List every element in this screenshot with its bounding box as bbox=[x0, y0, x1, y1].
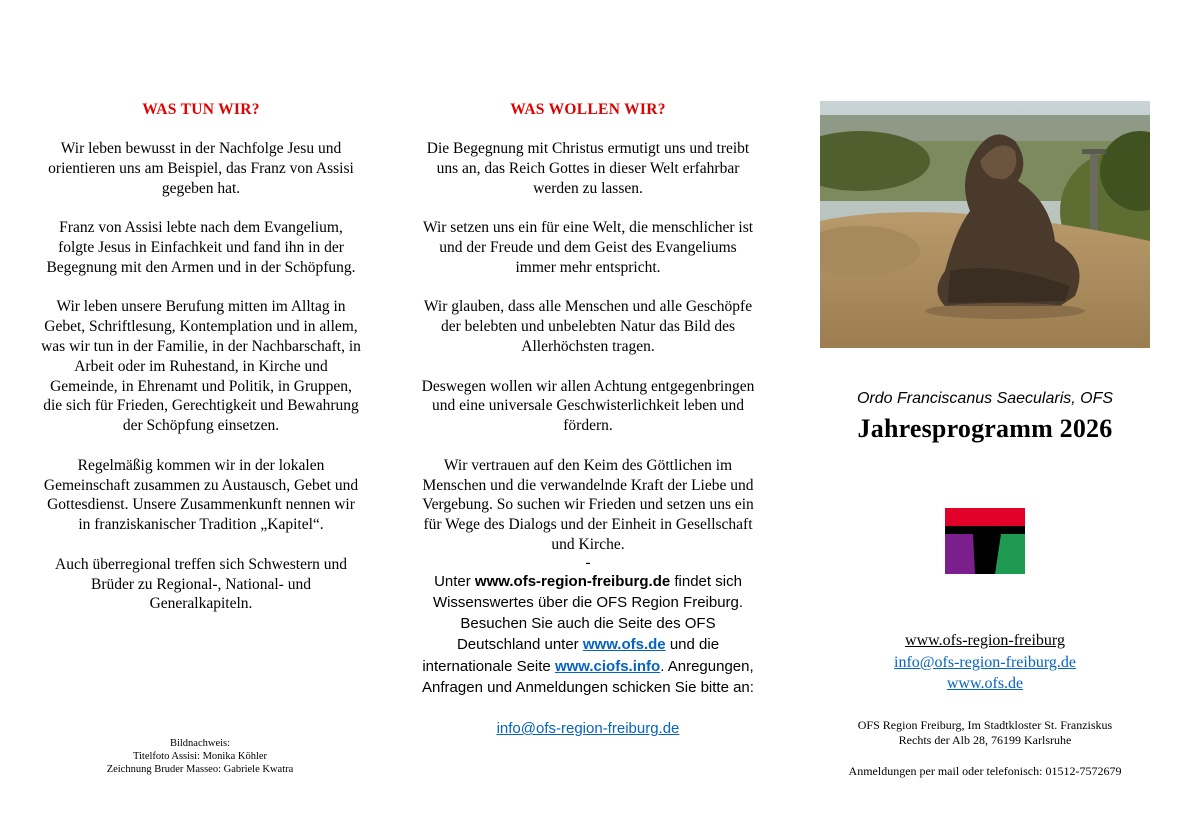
contact-links bbox=[820, 630, 1150, 695]
paragraph: Wir glauben, dass alle Menschen und alle Geschöpfe der belebten und unbelebten Natur das Bild des Allerhöchsten tragen. bbox=[423, 298, 753, 355]
credits-title: Bildnachweis: bbox=[169, 738, 231, 749]
phone-registration: Anmeldungen per mail oder telefonisch: 01512-7572679 bbox=[848, 763, 1122, 778]
address-line: Rechts der Alb 28, 76199 Karlsruhe bbox=[898, 732, 1072, 747]
info-text-part: Unter bbox=[434, 572, 475, 590]
info-text-part: und die internationale Seite bbox=[422, 636, 720, 675]
column-was-wollen-wir bbox=[418, 101, 758, 739]
column-was-tun-wir bbox=[40, 101, 362, 634]
credits-line: Titelfoto Assisi: Monika Köhler bbox=[132, 751, 268, 762]
ofs-logo-icon bbox=[945, 508, 1025, 574]
heading-was-tun-wir: WAS TUN WIR? bbox=[142, 101, 260, 118]
paragraph: Deswegen wollen wir allen Achtung entgegenbringen und eine universale Geschwisterlichkeit leben und fördern. bbox=[421, 377, 755, 435]
paragraph: Franz von Assisi lebte nach dem Evangelium, folgte Jesus in Einfachkeit und fand ihn in der Begegnung mit den Armen und in der Schöpfung. bbox=[46, 219, 356, 276]
image-credits bbox=[60, 737, 340, 776]
cover-photo-assisi-statue bbox=[820, 101, 1150, 348]
paragraph: Wir leben bewusst in der Nachfolge Jesu und orientieren uns am Beispiel, das Franz von Assisi gegeben hat. bbox=[48, 140, 354, 197]
order-name: Ordo Franciscanus Saecularis, OFS bbox=[856, 390, 1114, 407]
document-title: Jahresprogramm 2026 bbox=[857, 414, 1113, 443]
address bbox=[820, 718, 1150, 748]
cover-photo-illustration bbox=[820, 101, 1150, 348]
website-region-link[interactable]: www.ofs-region-freiburg.de bbox=[474, 572, 671, 590]
paragraph: Wir leben unsere Berufung mitten im Alltag in Gebet, Schriftlesung, Kontemplation und in allem, was wir tun in der Familie, in der Nachbarschaft, in Arbeit oder im Ruhestand, in Kirche und Gemeinde, in Ehrenamt und Politik, in Gruppen, die sich für Frieden, Gerechtigkeit und Bewahrung der Schöpfung einsetzen. bbox=[41, 298, 361, 435]
paragraph: Wir vertrauen auf den Keim des Göttlichen im Menschen und die verwandelnde Kraft der Liebe und Vergebung. So suchen wir Frieden und setzen uns ein für Wege des Dialogs und der Einheit in Gesellschaft und Kirche. bbox=[422, 456, 754, 553]
paragraph: Wir setzen uns ein für eine Welt, die menschlicher ist und der Freude und dem Geist des Evangeliums immer mehr entspricht. bbox=[422, 219, 754, 276]
website-region-link[interactable]: www.ofs-region-freiburg bbox=[905, 632, 1065, 649]
website-ofs-de-link[interactable]: www.ofs.de bbox=[946, 675, 1024, 692]
website-ofs-de-link[interactable]: www.ofs.de bbox=[582, 636, 666, 654]
paragraph: Die Begegnung mit Christus ermutigt uns und treibt uns an, das Reich Gottes in dieser Welt erfahrbar werden zu lassen. bbox=[426, 140, 750, 197]
info-text-part: . Anregungen, Anfragen und Anmeldungen schicken Sie bitte an: bbox=[422, 657, 754, 696]
website-ciofs-link[interactable]: www.ciofs.info bbox=[554, 657, 661, 675]
paragraph: Auch überregional treffen sich Schwestern und Brüder zu Regional-, National- und Generalkapiteln. bbox=[55, 555, 347, 613]
paragraph: Regelmäßig kommen wir in der lokalen Gemeinschaft zusammen zu Austausch, Gebet und Gottesdienst. Unsere Zusammenkunft nennen wir in franziskanischer Tradition „Kapitel“. bbox=[43, 456, 359, 534]
address-line: OFS Region Freiburg, Im Stadtkloster St. Franziskus bbox=[857, 717, 1113, 732]
heading-was-wollen-wir: WAS WOLLEN WIR? bbox=[510, 101, 666, 118]
ofs-logo-graphic bbox=[945, 508, 1025, 574]
credits-line: Zeichnung Bruder Masseo: Gabriele Kwatra bbox=[106, 764, 294, 775]
email-link[interactable]: info@ofs-region-freiburg.de bbox=[496, 719, 680, 737]
email-link[interactable]: info@ofs-region-freiburg.de bbox=[894, 653, 1076, 671]
column-cover bbox=[820, 101, 1150, 779]
info-text-part: findet sich Wissenswertes über die OFS Region Freiburg. Besuchen Sie auch die Seite des OFS Deutschland unter bbox=[432, 572, 744, 654]
dash-separator: - bbox=[585, 553, 591, 571]
info-text bbox=[418, 571, 758, 698]
